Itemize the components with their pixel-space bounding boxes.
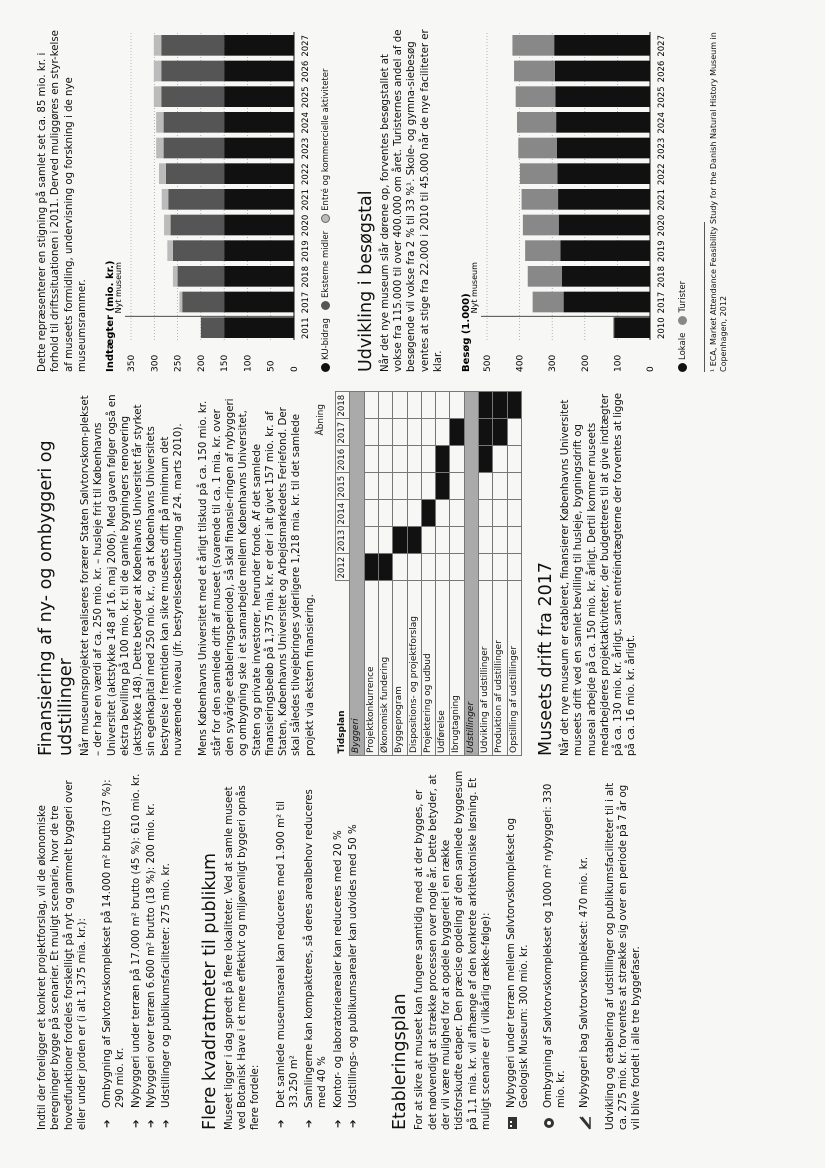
- body-text: Når det nye museum slår dørene op, forventes besøgstallet at vokse fra 115.000 til over 400.000 om året. Turisternes andel af de besøgende vil vokse fra 2 % til 33 %¹. Skole- og gymna-siebesøg ventes at stige fra 22.000 i 2010 til 45.000 når de nye faciliteter er klar.: [379, 29, 444, 372]
- bar-segment: [516, 86, 556, 107]
- gantt-row: [364, 392, 378, 756]
- gantt-cell: [393, 446, 407, 473]
- list-item: Ombygning af Sølvtorvskomplekset og 1000 m² nybyggeri: 330 mio. kr.: [542, 770, 569, 1130]
- gantt-cell: [507, 500, 521, 527]
- gantt-cell: [450, 500, 464, 527]
- gantt-cell: [364, 500, 378, 527]
- bar-segment: [161, 86, 224, 107]
- income-chart: [101, 26, 320, 372]
- gantt-cell: [507, 419, 521, 446]
- gantt-task-label: Udvikling af udstillinger: [479, 581, 493, 756]
- gantt-row: [378, 392, 392, 756]
- legend-item: Entré og kommercielle aktiviteter: [321, 69, 331, 223]
- gantt-task-label: Byggeprogram: [393, 581, 407, 756]
- column-1: [36, 770, 656, 1130]
- bar-segment: [224, 138, 294, 159]
- gantt-cell: [364, 419, 378, 446]
- bar-segment: [201, 317, 224, 338]
- bar-segment: [517, 112, 556, 133]
- gantt-cell: [421, 419, 435, 446]
- gantt-task-label: Dispositions- og projektforslag: [407, 581, 421, 756]
- gantt-cell: [450, 554, 464, 581]
- gantt-cell: [421, 554, 435, 581]
- visits-legend: [677, 26, 690, 372]
- x-tick-label: 2010: [657, 317, 668, 339]
- gantt-cell: [479, 419, 493, 446]
- bar-segment: [168, 240, 174, 261]
- gantt-cell: [479, 554, 493, 581]
- gantt-header: [336, 392, 350, 756]
- gantt-row: [493, 392, 507, 756]
- bar-segment: [224, 292, 294, 313]
- bar-segment: [520, 163, 557, 184]
- bar-segment: [161, 35, 224, 56]
- x-tick-label: 2024: [657, 112, 668, 134]
- gantt-cell: [378, 527, 392, 554]
- body-text: Museet ligger i dag spredt på flere lokaliteter. Ved at samle museet ved Botanisk Have i et mere effektivt og miljøvenligt byggeri opnås flere fordele:: [223, 785, 262, 1130]
- bar-segment: [162, 189, 169, 210]
- gantt-cell: [493, 419, 507, 446]
- arrow-icon: ➔: [304, 1119, 316, 1128]
- gantt-cell: [450, 473, 464, 500]
- gantt-cell: [407, 446, 421, 473]
- annotation-label: Nyt museum: [470, 262, 480, 314]
- section-heading: Finansiering af ny- og ombyggeri og udstillinger: [36, 440, 76, 756]
- legend-swatch: [678, 363, 687, 372]
- list-item: ➔ Ombygning af Sølvtorvskomplekset på 14.000 m² brutto (37 %): 290 mio. kr.: [102, 779, 127, 1128]
- gantt-cell: [364, 446, 378, 473]
- bar-segment: [224, 112, 294, 133]
- bar-segment: [564, 292, 650, 313]
- list-item: ➔ Det samlede museumsareal kan reduceres med 1.900 m² til 33.250 m²: [275, 801, 300, 1128]
- list-item: Nybyggeri bag Sølvtorvskomplekset: 470 mio. kr.: [578, 770, 591, 1130]
- gantt-year: 2017: [336, 419, 350, 446]
- y-tick-label: 350: [127, 354, 138, 372]
- bar-segment: [558, 189, 650, 210]
- gantt-cell: [393, 473, 407, 500]
- gantt-task-label: Udførelse: [436, 581, 450, 756]
- income-chart-svg: [101, 26, 316, 372]
- legend-item: Turister: [678, 281, 688, 325]
- x-tick-label: 2020: [301, 214, 312, 237]
- y-tick-label: 150: [220, 354, 231, 372]
- gantt-table: [335, 392, 522, 757]
- bar-segment: [164, 138, 225, 159]
- bar-segment: [224, 86, 294, 107]
- gear-icon: [543, 1116, 555, 1130]
- section-heading: Udvikling i besøgstal: [355, 190, 376, 372]
- x-tick-label: 2021: [301, 189, 312, 211]
- gantt-cell: [421, 473, 435, 500]
- gantt-cell: [393, 554, 407, 581]
- arrow-icon: ➔: [348, 1119, 360, 1128]
- gantt-group: Udstillinger: [464, 392, 478, 756]
- list-item: ➔ Udstillings- og publikumsarealer kan udvides med 50 %: [348, 824, 360, 1128]
- gantt-cell: [378, 419, 392, 446]
- gantt-cell: [493, 500, 507, 527]
- bar-segment: [224, 317, 294, 338]
- x-tick-label: 2025: [657, 86, 668, 108]
- body-text: Når det nye museum er etableret, finansierer Københavns Universitet museets drift ved en samlet bevilling til husleje, bygningsdrift og museal arbejde på ca. 150 mio. kr. årligt. Dertil kommer museets medarbejderes projektaktiviteter, der budgetteres til at give indtægter på ca. 130 mio. kr. årligt, samt entréindtægterne der forventes at ligge på ca. 16 mio. kr. årligt.: [559, 392, 638, 756]
- arrow-icon: ➔: [130, 1119, 142, 1128]
- gantt-year: 2012: [336, 554, 350, 581]
- arrow-icon: ➔: [332, 1119, 344, 1128]
- gantt-cell: [407, 527, 421, 554]
- x-tick-label: 2026: [301, 60, 312, 83]
- gantt-cell: [393, 500, 407, 527]
- bar-segment: [561, 240, 651, 261]
- bar-segment: [614, 317, 650, 338]
- gantt-task-label: Ibrugtagning: [450, 581, 464, 756]
- body-text: Udvikling og etablering af udstillinger og publikumsfaciliteter til i alt ca. 275 mio. kr. forventes at strække sig over en periode på 7 år og vil blive fordelt i alle tre byggefaser.: [604, 782, 643, 1130]
- list-item: ➔ Nybyggeri under terræn på 17.000 m² brutto (45 %): 610 mio. kr.: [130, 773, 142, 1128]
- y-tick-label: 300: [548, 354, 559, 372]
- y-tick-label: 0: [646, 366, 657, 372]
- bar-segment: [171, 215, 225, 236]
- gantt-cell: [364, 392, 378, 419]
- bar-segment: [154, 61, 161, 82]
- bar-segment: [173, 266, 178, 287]
- bar-segment: [168, 189, 224, 210]
- x-tick-label: 2023: [657, 137, 668, 160]
- arrow-icon: ➔: [146, 1119, 158, 1128]
- gantt-row: [393, 392, 407, 756]
- gantt-cell: [479, 500, 493, 527]
- bar-segment: [154, 35, 161, 56]
- y-tick-label: 400: [515, 354, 526, 372]
- bar-segment: [513, 35, 555, 56]
- arrow-icon: ➔: [161, 1119, 173, 1128]
- gantt-task-label: Projektkonkurrence: [364, 581, 378, 756]
- y-tick-label: 200: [197, 354, 208, 372]
- arrow-icon: ➔: [102, 1119, 114, 1128]
- x-tick-label: 2026: [657, 60, 668, 83]
- bar-segment: [554, 35, 650, 56]
- gantt-row: [421, 392, 435, 756]
- bar-segment: [164, 215, 171, 236]
- gantt-row: [450, 392, 464, 756]
- visits-chart: [457, 26, 676, 372]
- bar-segment: [556, 112, 650, 133]
- gantt-row: [407, 392, 421, 756]
- gantt-cell: [378, 392, 392, 419]
- gantt-cell: [407, 554, 421, 581]
- legend-swatch: [678, 316, 687, 325]
- gantt-cell: [364, 527, 378, 554]
- gantt-cell: [378, 500, 392, 527]
- bar-segment: [224, 266, 294, 287]
- gantt-cell: [436, 500, 450, 527]
- x-tick-label: 2025: [301, 86, 312, 108]
- scenario-list: [101, 770, 173, 1130]
- gantt-group: Byggeri: [350, 392, 364, 756]
- y-tick-label: 100: [613, 354, 624, 372]
- gantt-cell: [507, 554, 521, 581]
- body-text: Mens Københavns Universitet med et årligt tilskud på ca. 150 mio. kr. står for den samlede drift af museet (svarende til ca. 1 mia. kr. over den syvårige etableringsperiode), så skal finansie-ringen af nybyggeri og ombygning ske i et samarbejde mellem Københavns Universitet, Staten og private investorer, herunder fonde. Af det samlede finansieringsbeløb på 1,375 mia. kr. er der i alt givet 157 mio. kr. af Staten, Københavns Universitet og Arbejdsmarkedets Feriefond. Der skal således tilvejebringes yderligere 1,218 mia. kr. til det samlede projekt via ekstern finansiering.: [198, 398, 316, 756]
- list-item: Nybyggeri under terræn mellem Sølvtorvskomplekset og Geologisk Museum: 300 mio. kr.: [505, 770, 532, 1130]
- bar-segment: [519, 138, 557, 159]
- bar-segment: [555, 61, 650, 82]
- body-text: Dette repræsenterer en stigning på samlet set ca. 85 mio. kr. i forhold til driftssituationen i 2011. Derved muliggøres en styr-kelse af museets formidling, undervisning og forskning i de nye museumsrammer.: [37, 30, 88, 372]
- bar-segment: [224, 61, 294, 82]
- gantt-cell: [450, 446, 464, 473]
- bar-segment: [558, 163, 651, 184]
- section-heading: Museets drift fra 2017: [535, 561, 556, 756]
- visits-chart-svg: [457, 26, 672, 372]
- body-text: Når museumsprojektet realiseres forærer Staten Sølvtorvskom-plekset – der har en værdi af ca. 250 mio. kr. – husleje frit til Københavns Universitet (aktstykke 148 af 16. maj 2006). Med gaven følger også en ekstra bevilling på 100 mio. kr. til de gamle bygningers renovering (aktstykke 148). Dette betyder at Københavns Universitet får styrket sin egenkapital med 250 mio. kr., og at Københavns Universitets bestyrelse i fremtiden kan sikre museets drift på minimum det nuværende niveau (jfr. bestyrelsesbeslutning af 24. marts 2010).: [80, 394, 185, 756]
- gantt-cell: [407, 392, 421, 419]
- gantt-task-label: Projektering og udbud: [421, 581, 435, 756]
- chart-title: Besøg (1.000): [461, 293, 473, 372]
- bar-segment: [224, 215, 294, 236]
- bar-segment: [180, 292, 183, 313]
- footnote: ¹ ECA, Market Attendance Feasibility Study for the Danish Natural History Museum in Copenhagen, 2012: [708, 32, 729, 372]
- gantt-cell: [421, 446, 435, 473]
- gantt-row: [479, 392, 493, 756]
- list-item: ➔ Nybyggeri over terræn 6.600 m² brutto (18 %): 200 mio. kr.: [146, 803, 158, 1128]
- gantt-cell: [421, 500, 435, 527]
- bar-segment: [522, 189, 559, 210]
- bar-segment: [164, 112, 225, 133]
- section-heading: Flere kvadratmeter til publikum: [199, 852, 220, 1130]
- bar-segment: [525, 240, 560, 261]
- x-tick-label: 2017: [301, 291, 312, 314]
- gantt-cell: [393, 419, 407, 446]
- gantt-year: 2013: [336, 527, 350, 554]
- gantt-cell: [378, 446, 392, 473]
- gantt-cell: [407, 500, 421, 527]
- gantt-cell: [479, 392, 493, 419]
- gantt-cell: [393, 392, 407, 419]
- x-tick-label: 2027: [301, 35, 312, 57]
- bar-segment: [533, 292, 564, 313]
- annotation-label: Nyt museum: [114, 262, 124, 314]
- gantt-cell: [407, 419, 421, 446]
- y-tick-label: 200: [581, 354, 592, 372]
- gantt-cell: [450, 527, 464, 554]
- bar-segment: [159, 163, 166, 184]
- bar-segment: [613, 317, 614, 338]
- x-tick-label: 2021: [657, 189, 668, 211]
- x-tick-label: 2024: [301, 112, 312, 134]
- x-tick-label: 2011: [301, 317, 312, 339]
- y-tick-label: 250: [173, 354, 184, 372]
- bar-segment: [559, 215, 650, 236]
- gantt-cell: [493, 446, 507, 473]
- gantt-cell: [436, 392, 450, 419]
- bar-segment: [224, 163, 294, 184]
- bar-segment: [557, 138, 650, 159]
- bar-segment: [523, 215, 559, 236]
- gantt-cell: [393, 527, 407, 554]
- bar-segment: [224, 35, 294, 56]
- x-tick-label: 2022: [657, 163, 668, 185]
- gantt-task-label: Økonomisk fundering: [378, 581, 392, 756]
- gantt-cell: [421, 392, 435, 419]
- crane-icon: [579, 1116, 591, 1130]
- gantt-cell: [436, 554, 450, 581]
- gantt-cell: [479, 527, 493, 554]
- legend-swatch: [321, 301, 330, 310]
- list-item: ➔ Kontor- og laboratoriearealer kan reduceres med 20 %: [332, 830, 344, 1128]
- gantt-task-label: Produktion af udstillinger: [493, 581, 507, 756]
- legend-item: Lokale: [678, 333, 688, 372]
- gantt-cell: [450, 392, 464, 419]
- gantt-cell: [493, 392, 507, 419]
- y-tick-label: 100: [243, 354, 254, 372]
- gantt-cell: [507, 473, 521, 500]
- income-legend: [320, 26, 333, 372]
- gantt-cell: [378, 473, 392, 500]
- gantt-cell: [436, 527, 450, 554]
- gantt-chart: [316, 390, 522, 756]
- arrow-icon: ➔: [275, 1119, 287, 1128]
- legend-item: Eksterne midler: [321, 231, 331, 310]
- gantt-cell: [507, 392, 521, 419]
- gantt-cell: [364, 473, 378, 500]
- x-tick-label: 2018: [301, 266, 312, 288]
- legend-swatch: [321, 214, 330, 223]
- bar-segment: [156, 138, 163, 159]
- gantt-cell: [493, 527, 507, 554]
- gantt-cell: [493, 554, 507, 581]
- bar-segment: [224, 189, 294, 210]
- body-text: For at sikre at museet kan fungere samtidig med at der bygges, er det nødvendigt at strække processen over nogle år. Dette betyder, at der vil være mulighed for at opdele byggeriet i en række tidsforskudte etaper. Den præcise opdeling af den samlede byggesum på 1,1 mia. kr. vil afhænge af den konkrete arkitektoniske løsning. Et muligt scenarie er (i vilkårlig række-følge):: [414, 770, 492, 1130]
- intro-text: Indtil der foreligger et konkret projektforslag, vil de økonomiske beregninger bygge på scenarier. Et muligt scenarie, hvor de tre hovedfunktioner fordeles forskelligt på nyt og gammelt byggeri over eller under jorden er (i alt 1,375 mia. kr.):: [37, 780, 88, 1130]
- column-2: [36, 390, 651, 756]
- gantt-opening-label: Åbning: [316, 404, 327, 436]
- phase-list: [505, 770, 591, 1130]
- gantt-cell: [450, 419, 464, 446]
- gantt-cell: [407, 473, 421, 500]
- benefit-list: [275, 770, 361, 1130]
- gantt-cell: [507, 446, 521, 473]
- gantt-cell: [436, 419, 450, 446]
- x-tick-label: 2020: [657, 214, 668, 237]
- building-icon: [506, 1116, 518, 1130]
- legend-item: KU-bidrag: [321, 318, 331, 372]
- x-tick-label: 2022: [301, 163, 312, 185]
- y-tick-label: 500: [483, 354, 494, 372]
- list-item: ➔ Udstillinger og publikumsfaciliteter: 275 mio. kr.: [161, 863, 173, 1128]
- x-tick-label: 2019: [301, 240, 312, 262]
- bar-segment: [556, 86, 651, 107]
- gantt-year: 2018: [336, 392, 350, 419]
- gantt-year: 2015: [336, 473, 350, 500]
- gantt-year: 2014: [336, 500, 350, 527]
- gantt-row: [507, 392, 521, 756]
- y-tick-label: 50: [266, 360, 277, 372]
- bar-segment: [156, 112, 163, 133]
- gantt-cell: [479, 446, 493, 473]
- bar-segment: [528, 266, 562, 287]
- chart-title: Indtægter (mio. kr.): [105, 260, 117, 372]
- gantt-cell: [493, 473, 507, 500]
- gantt-cell: [378, 554, 392, 581]
- section-heading: Etableringsplan: [390, 993, 411, 1130]
- y-tick-label: 0: [290, 366, 301, 372]
- gantt-year: 2016: [336, 446, 350, 473]
- gantt-cell: [436, 473, 450, 500]
- bar-segment: [178, 266, 225, 287]
- gantt-cell: [436, 446, 450, 473]
- bar-segment: [182, 292, 224, 313]
- gantt-row: [436, 392, 450, 756]
- x-tick-label: 2018: [657, 266, 668, 288]
- legend-swatch: [321, 363, 330, 372]
- bar-segment: [154, 86, 161, 107]
- x-tick-label: 2019: [657, 240, 668, 262]
- x-tick-label: 2027: [657, 35, 668, 57]
- gantt-cell: [364, 554, 378, 581]
- x-tick-label: 2023: [301, 137, 312, 160]
- gantt-task-label: Opstilling af udstillinger: [507, 581, 521, 756]
- gantt-cell: [507, 527, 521, 554]
- list-item: ➔ Samlingerne kan kompakteres, så deres arealbehov reduceres med 40 %: [304, 789, 329, 1128]
- y-tick-label: 300: [150, 354, 161, 372]
- bar-segment: [224, 240, 294, 261]
- gantt-cell: [479, 473, 493, 500]
- gantt-cell: [421, 527, 435, 554]
- bar-segment: [562, 266, 650, 287]
- bar-segment: [514, 61, 555, 82]
- x-tick-label: 2017: [657, 291, 668, 314]
- column-3: [36, 26, 730, 372]
- gantt-title: Tidsplan: [336, 581, 350, 756]
- bar-segment: [166, 163, 224, 184]
- bar-segment: [173, 240, 224, 261]
- bar-segment: [161, 61, 224, 82]
